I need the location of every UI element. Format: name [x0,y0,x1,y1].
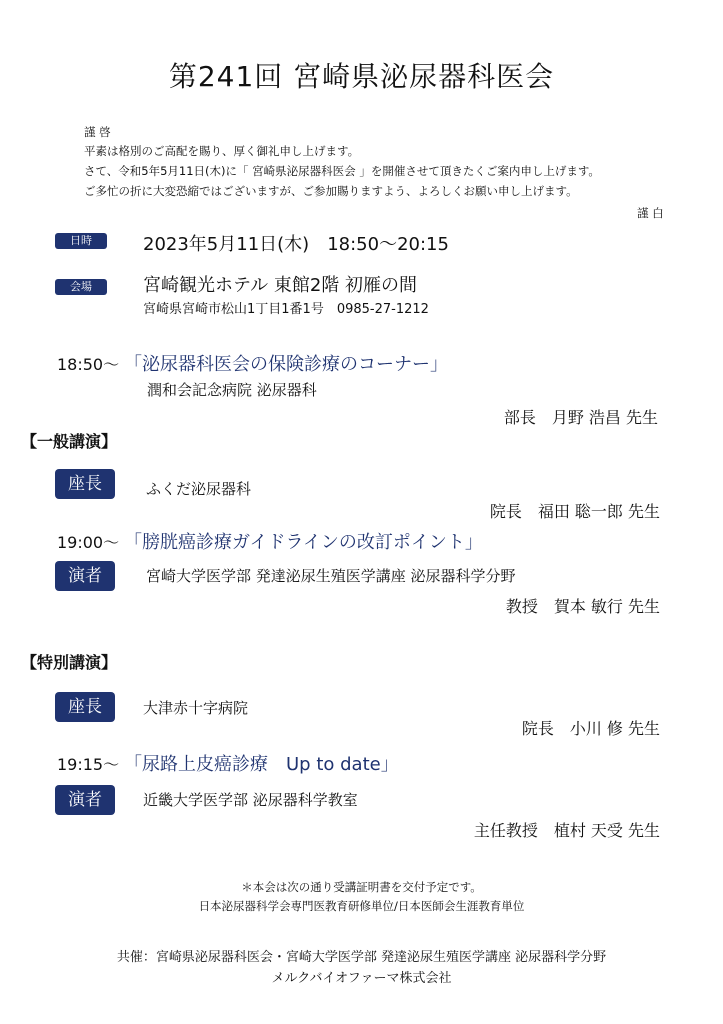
cosponsor-line: 共催：宮崎県泌尿器科医会・宮崎大学医学部 発達泌尿生殖医学講座 泌尿器科学分野 [116,950,607,965]
corner-time: 18:50〜 [57,355,120,374]
greeting-line: 平素は格別のご高配を賜り、厚く御礼申し上げます。 [84,144,360,158]
note-line: 日本泌尿器科学会専門医教育研修単位/日本医師会生涯教育単位 [198,899,525,913]
lecture-time: 19:00〜 [57,533,120,552]
greeting-close: 謹 白 [637,206,664,220]
corner-title: 「泌尿器科医会の保険診療のコーナー」 [124,354,448,375]
chair-badge: 座長 [55,469,115,499]
corner-person: 部長 月野 浩昌 先生 [503,408,658,427]
general-lecture-heading: 【一般講演】 [21,432,118,451]
speaker-person: 教授 賀本 敏行 先生 [505,597,660,616]
speaker-person: 主任教授 植村 天受 先生 [473,821,660,840]
chair-affiliation: ふくだ泌尿器科 [146,480,252,498]
lecture-title: 「膀胱癌診療ガイドラインの改訂ポイント」 [124,532,483,553]
venue-address: 宮崎県宮崎市松山1丁目1番1号 0985-27-1212 [143,302,429,317]
lecture-title: 「尿路上皮癌診療 Up to date」 [124,754,399,775]
chair-badge: 座長 [55,692,115,722]
chair-person: 院長 小川 修 先生 [521,719,660,738]
speaker-badge: 演者 [55,561,115,591]
date-badge: 日時 [55,233,107,249]
greeting-open: 謹 啓 [84,125,111,139]
speaker-affiliation: 近畿大学医学部 泌尿器科学教室 [143,791,358,809]
special-lecture-heading: 【特別講演】 [21,653,118,672]
chair-affiliation: 大津赤十字病院 [143,699,249,717]
greeting-line: ご多忙の折に大変恐縮ではございますが、ご参加賜りますよう、よろしくお願い申し上げます。 [84,184,578,198]
event-date: 2023年5月11日(木) 18:50〜20:15 [143,234,449,255]
cosponsor-line: メルクバイオファーマ株式会社 [271,971,452,986]
lecture-time: 19:15〜 [57,755,120,774]
venue-badge: 会場 [55,279,107,295]
speaker-badge: 演者 [55,785,115,815]
corner-affiliation: 潤和会記念病院 泌尿器科 [147,381,317,399]
speaker-affiliation: 宮崎大学医学部 発達泌尿生殖医学講座 泌尿器科学分野 [146,567,516,585]
venue-name: 宮崎観光ホテル 東館2階 初雁の間 [143,275,417,296]
greeting-line: さて、令和5年5月11日(木)に「 宮崎県泌尿器科医会 」を開催させて頂きたくご案内申し上げます。 [84,164,600,178]
page-title: 第241回 宮崎県泌尿器科医会 [168,60,555,93]
note-line: ＊本会は次の通り受講証明書を交付予定です。 [241,880,482,894]
chair-person: 院長 福田 聡一郎 先生 [489,502,660,521]
